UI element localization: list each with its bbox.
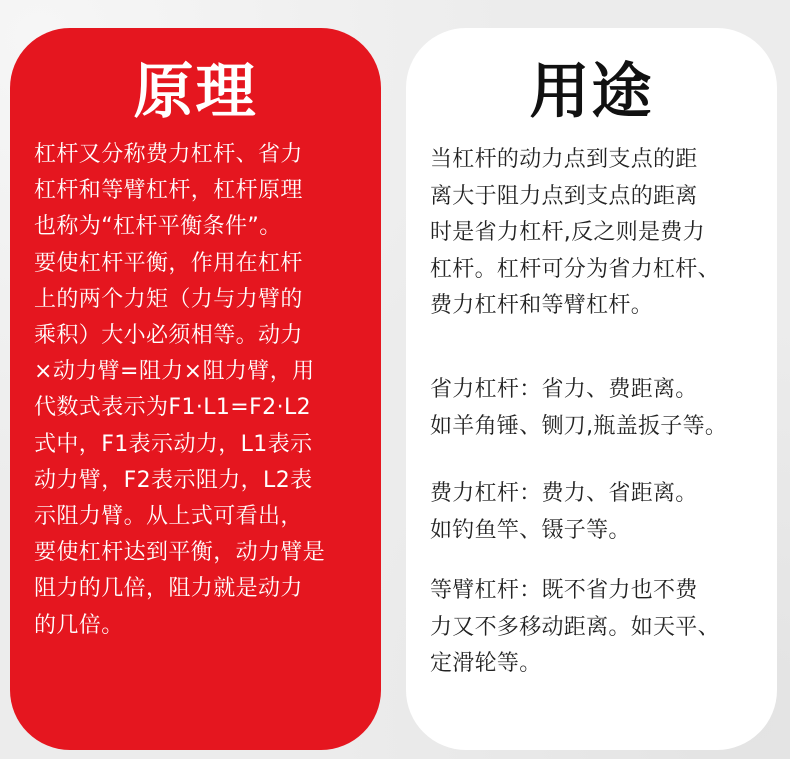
principle-title: 原理 [133, 57, 258, 127]
lever-saving-text: 省力杠杆：省力、费距离。 如羊角锤、铡刀,瓶盖扳子等。 [430, 377, 728, 439]
usage-intro: 当杠杆的动力点到支点的距 离大于阻力点到支点的距离 时是省力杠杆,反之则是费力 杠杆。杠杆可分为省力杠杆、 费力杠杆和等臂杠杆。 [430, 147, 720, 318]
usage-title: 用途 [529, 57, 654, 127]
lever-equal-text: 等臂杠杆：既不省力也不费 力又不多移动距离。如天平、 定滑轮等。 [430, 578, 720, 676]
principle-text: 杠杆又分称费力杠杆、省力 杠杆和等臂杠杆，杠杆原理 也称为“杠杆平衡条件”。 要使杠杆平衡，作用在杠杆 上的两个力矩（力与力臂的 乘积）大小必须相等。动力 ×动力臂=阻力×阻力臂，用 代数式表示为F1·L1=F2·L2 式中，F1表示动力，L1表示 动力臂，F2表示阻力，L2表 示阻力臂。从上式可看出， 要使杠杆达到平衡，动力臂是 阻力的几倍，阻力就是动力 的几倍。 [34, 142, 326, 638]
lever-costing-text: 费力杠杆：费力、省距离。 如钓鱼竿、镊子等。 [430, 481, 698, 543]
principle-card [10, 28, 381, 750]
usage-card [406, 28, 777, 750]
